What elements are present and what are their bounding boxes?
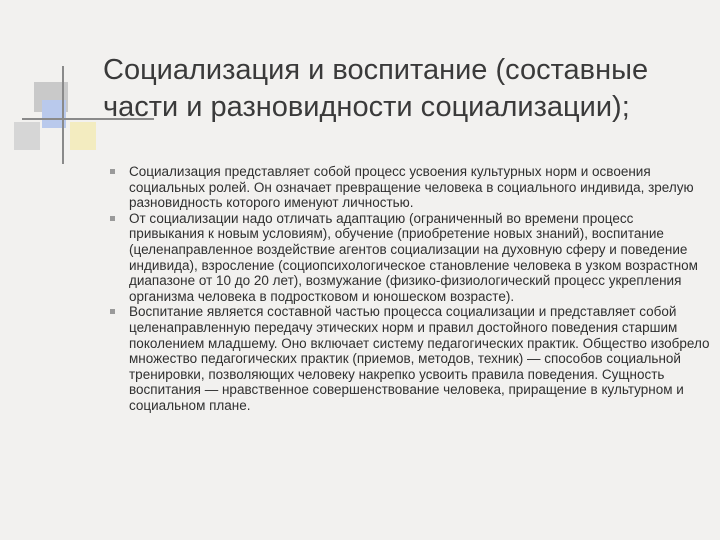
bullet-text: От социализации надо отличать адаптацию (ограниченный во времени процесс привыкания к новым условиям), обучение (приобретение новых знаний), воспитание (целенаправленное воздействие агентов социализации на духовную сферу и поведение индивида), взросление (социопсихологическое становление человека в узком возрастном диапазоне от 10 до 20 лет), возмужание (физико-физиологический процесс укрепления организма человека в подростковом и юношеском возрасте).	[129, 210, 698, 304]
bullet-item-socialization	[110, 164, 710, 211]
decorative-square-yellow	[70, 122, 96, 150]
decorative-vertical-line	[62, 66, 64, 164]
bullet-square-icon	[110, 309, 115, 314]
bullet-list	[110, 164, 710, 414]
bullet-item-upbringing	[110, 304, 710, 413]
bullet-text: Социализация представляет собой процесс усвоения культурных норм и освоения социальных ролей. Он означает превращение человека в социального индивида, зрелую разновидность которого именуют личностью.	[129, 164, 694, 211]
decorative-square-gray-small	[14, 122, 40, 150]
bullet-square-icon	[110, 216, 115, 221]
bullet-square-icon	[110, 169, 115, 174]
slide-title: Социализация и воспитание (составные части и разновидности социализации);	[103, 54, 649, 123]
bullet-text: Воспитание является составной частью процесса социализации и представляет собой целенаправленную передачу этических норм и правил достойного поведения старшим поколением младшему. Оно включает систему педагогических практик. Общество изобрело множество педагогических практик (приемов, методов, техник) — способов социальной тренировки, позволяющих человеку накрепко усвоить правила поведения. Сущность воспитания — нравственное совершенствование человека, приращение в культурном и социальном плане.	[129, 304, 710, 413]
bullet-item-distinctions	[110, 211, 710, 305]
